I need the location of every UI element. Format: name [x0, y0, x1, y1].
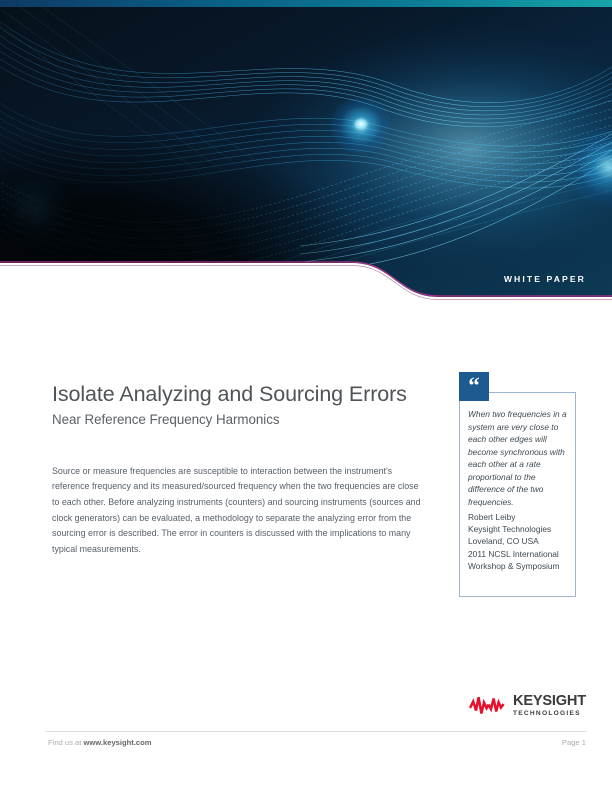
abstract-paragraph: Source or measure frequencies are susceptible to interaction between the instrument's reference frequency and its measured/sourced frequency when the two frequencies are close to each other. Before analyzing instruments (counters) and sourcing instruments (sources and clock generators) can be evaluated, a methodology to separate the analyzing error from the sourcing error is described. The error in counters is discussed with the implications to many typical measurements.: [52, 465, 421, 554]
quote-mark-icon: [459, 372, 489, 401]
attribution-line: Workshop & Symposium: [468, 560, 560, 571]
page-number: Page 1: [561, 738, 586, 747]
quote-mark-glyph: “: [468, 373, 480, 398]
logo-name: KEYSIGHT: [512, 693, 586, 709]
page-title: Isolate Analyzing and Sourcing Errors: [52, 382, 407, 407]
attribution-line: 2011 NCSL International: [468, 548, 559, 559]
keysight-wordmark: [513, 694, 586, 717]
pull-quote-text: When two frequencies in a system are very close to each other edges will become synchronous with each other at a rate proportional to the difference of the two frequencies.: [468, 409, 567, 507]
attribution-line: Keysight Technologies: [468, 524, 552, 535]
attribution-line: Loveland, CO USA: [468, 536, 539, 547]
footer-divider: [46, 731, 586, 732]
footer-find-us: [48, 738, 152, 747]
attribution-line: Robert Leiby: [468, 512, 516, 522]
find-us-prefix: Find us at: [48, 738, 84, 747]
keysight-logo: [469, 694, 586, 717]
page-subtitle: Near Reference Frequency Harmonics: [52, 412, 280, 428]
white-paper-badge: WHITE PAPER: [503, 274, 586, 284]
keysight-waveform-icon: [469, 695, 507, 717]
hero-accent-curve: [0, 0, 612, 300]
logo-subtitle: TECHNOLOGIES: [512, 709, 581, 717]
hero-banner: [0, 0, 612, 300]
website-link[interactable]: www.keysight.com: [83, 738, 152, 747]
pull-quote-attribution: [468, 511, 572, 572]
